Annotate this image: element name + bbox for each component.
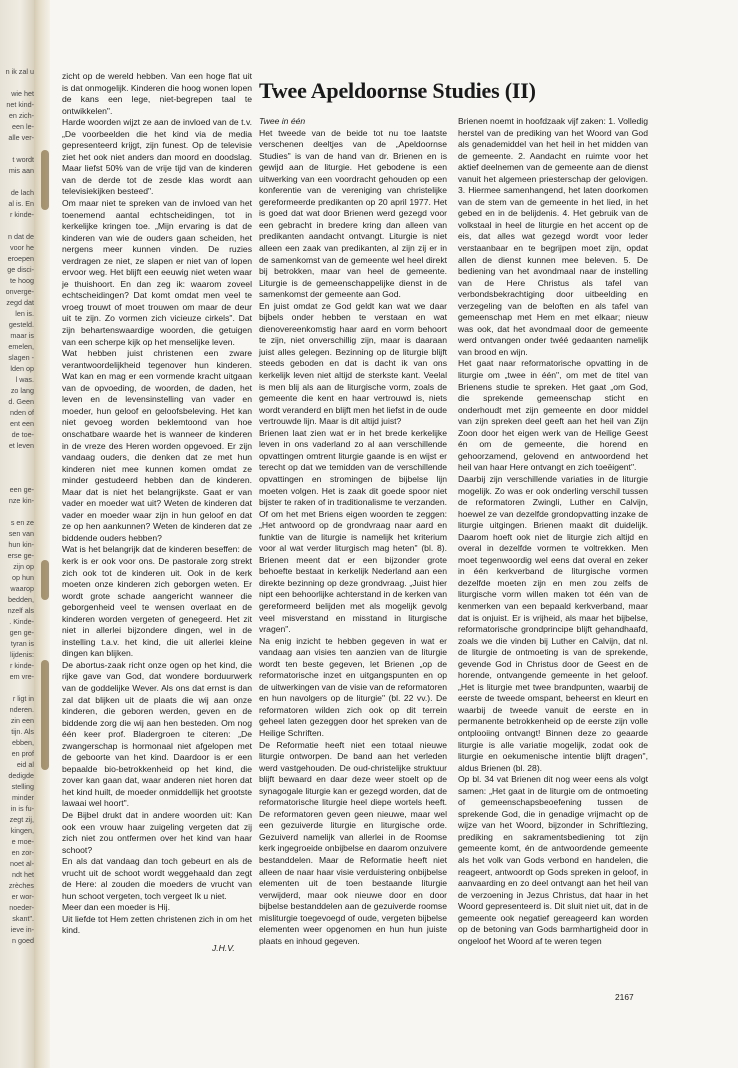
previous-page-line: skant".: [12, 914, 34, 923]
paragraph: En juist omdat ze God geldt kan wat we daar bijbels onder hebben te verstaan en wat dienovereenkomstig haar aard en vorm behoort te zijn, niet onverschillig zijn, maar is daaraan juist alles gelegen. Bezinning op de liturgie blijft steeds geboden en dat is dacht ik van ons kerkelijk leven niet altijd de sterkste kant. Veelal is men blij als aan de liturgische vorm, zoals de gemeente die kent en haar vertrouwd is, niets wordt veranderd en blijft men het liefst in de oude vertrouwde lijn. Maar is dit altijd juist?: [259, 300, 447, 427]
previous-page-line: eroepen: [7, 254, 34, 263]
previous-page-line: n goed: [12, 936, 34, 945]
previous-page-line: r kinde-: [10, 661, 34, 670]
previous-page-line: minder: [12, 793, 34, 802]
previous-page-line: hun kin-: [8, 540, 34, 549]
previous-page-line: nze kin-: [8, 496, 34, 505]
previous-page-line: ndt het: [12, 870, 34, 879]
previous-page-line: en prof: [11, 749, 34, 758]
previous-page-line: maar is: [10, 331, 34, 340]
previous-page-line: tijn. Als: [11, 727, 34, 736]
previous-page-line: ent een: [10, 419, 34, 428]
previous-page-line: [2, 506, 34, 517]
previous-page-line: slagen -: [8, 353, 34, 362]
previous-page-line: nderen.: [9, 705, 34, 714]
previous-page-line: er wor-: [11, 892, 34, 901]
previous-page-line: e moe-: [11, 837, 34, 846]
previous-page-line: ebben,: [12, 738, 34, 747]
previous-page-line: een ge-: [9, 485, 34, 494]
previous-page-line: [2, 473, 34, 484]
article-right-column: [458, 116, 648, 947]
previous-page-line: [2, 143, 34, 154]
previous-page-line: n dat de: [8, 232, 34, 241]
previous-page-line: de lach: [10, 188, 34, 197]
previous-page-line: wie het: [11, 89, 34, 98]
previous-page-line: d. Geen: [8, 397, 34, 406]
previous-page-line: emelen,: [8, 342, 34, 351]
previous-page-line: zo lang: [10, 386, 34, 395]
previous-page-line: . Kinde-: [9, 617, 34, 626]
previous-page-line: te hoog: [10, 276, 34, 285]
previous-page-line: [2, 176, 34, 187]
previous-page-line: len is.: [15, 309, 34, 318]
previous-page-line: al is. En: [8, 199, 34, 208]
previous-page-line: zrèches: [8, 881, 34, 890]
paragraph: Op bl. 34 vat Brienen dit nog weer eens als volgt samen: „Het gaat in de liturgie om de ontmoeting of gemeenschapsbeoefening tussen de sprekende God, die in genadige vrijmacht op de wijze van het Woord, bijzonder in Schriftlezing, prediking en sakramentsbediening tot zijn gemeente komt, én de antwoordende gemeente als het volk van Gods verbond en handelen, die reageert, antwoordt op Gods spreken in geloof, in aanvaarding en zo deel ontvangt aan het heil van de verzoening in Jezus Christus, dat haar in het Woord gepresenteerd is. Dit sluit niet uit, dat in de gemeente ook negatief gereageerd kan worden op de betoning van Gods barmhartigheid door in ongeloof het Woord af te weren tegen: [458, 774, 648, 946]
gutter-stain: [41, 560, 49, 600]
previous-page-line: [2, 451, 34, 462]
paragraph: De Bijbel drukt dat in andere woorden uit: Kan ook een vrouw haar zuigeling vergeten dat zij zich niet zou ontfermen over het kind van haar schoot?: [62, 810, 252, 855]
author-signature: J.H.V.: [212, 943, 235, 953]
previous-page-line: [2, 220, 34, 231]
previous-page-line: een le-: [12, 122, 34, 131]
previous-page-line: net kind-: [6, 100, 34, 109]
previous-page-line: ge disci-: [7, 265, 34, 274]
previous-page-line: noeder-: [9, 903, 34, 912]
previous-page-line: gesteld.: [8, 320, 34, 329]
article-left-column: [62, 71, 252, 937]
previous-page-line: nden of: [10, 408, 34, 417]
previous-page-line: t wordt: [12, 155, 34, 164]
paragraph: Harde woorden wijzt ze aan de invloed van de t.v. „De voorbeelden die het kind via de media gepresenteerd krijgt, zijn funest. Op de televisie ziet het ook niet anders dan moord en doodslag. Maar liefst 50% van de vrije tijd van de kinderen van de derde tot de zesde klas wordt aan televisiekijken besteed".: [62, 117, 252, 197]
paragraph: Uit liefde tot Hem zetten christenen zich in om het kind.: [62, 913, 252, 936]
previous-page-line: lden op: [10, 364, 34, 373]
previous-page-line: em vre-: [9, 672, 34, 681]
previous-page-line: [2, 77, 34, 88]
paragraph: En als dat vandaag dan toch gebeurt en als de vrucht uit de schoot wordt weggehaald dan zegt de Here: al zouden die moeders de vrucht van hun schoot vergeten, toch vergeet Ik u niet.: [62, 856, 252, 901]
previous-page-line: onverge-: [5, 287, 34, 296]
paragraph: Wat is het belangrijk dat de kinderen beseffen: de kerk is er ook voor ons. De pastorale zorg strekt zich ook tot de kinderen uit. Ook in de kerk moeten onze kinderen zich geborgen weten. Er wordt grote schade aangericht wanneer die geborgenheid veel te wensen overlaat en de kinderen worden vergeten of genegeerd. Het zit niet in allerlei bijzondere dingen, wel in de instelling t.a.v. het kind, die uit allerlei kleine dingen kan blijken.: [62, 544, 252, 659]
previous-page-line: alle ver-: [8, 133, 34, 142]
previous-page-line: dedigde: [8, 771, 34, 780]
previous-page-line: zin een: [10, 716, 34, 725]
previous-page-line: sen van: [8, 529, 34, 538]
paragraph: Na enig inzicht te hebben gegeven in wat er vandaag aan visies ten aanzien van de liturgie wordt ten beste gegeven, let Brienen „op de reformatorische inzet en uitgangspunten en op de uitwerkingen van de visie van de reformatoren en hun navolgers op de liturgie" (bl. 22 vv.). De reformatoren wilden zich ook op dit terrein geheel laten gezeggen door het spreken van de Heilige Schriften.: [259, 635, 447, 738]
previous-page-line: et leven: [8, 441, 34, 450]
previous-page-line: op hun: [12, 573, 34, 582]
paragraph: Brienen noemt in hoofdzaak vijf zaken: 1. Volledig herstel van de prediking van het Woord van God als genademiddel van het heil in het midden van de gemeente. 2. Aandacht en ruimte voor het aktief deelnemen van de gemeente aan de dienst vanuit het algemeen priesterschap der gelovigen. 3. Hiermee samenhangend, het laten doorkomen van de stem van de gemeente in het lied, in het gebed en in de belijdenis. 4. Het gebruik van de volkstaal in heel de liturgie en het accent op de eis, dat alles wat gezegd wordt voor leder verstaanbaar en te begrijpen moet zijn, opdat allen de dienst kunnen mee beleven. 5. De bediening van het avondmaal naar de instelling van de Here Christus als tafel van verbondsbekrachtiging door uitbeelding en verzegeling van de beloften en als tafel van gemeenschap met Hem en met elkaar; nieuw was ook, dat het avondmaal door de gemeente werd ontvangen onder twéé gedaanten namelijk van brood en wijn.: [458, 116, 648, 357]
previous-page-line: r kinde-: [10, 210, 34, 219]
previous-page-line: en zich-: [8, 111, 34, 120]
article-title: Twee Apeldoornse Studies (II): [259, 78, 536, 103]
previous-page-line: [2, 462, 34, 473]
previous-page-line: en zor-: [11, 848, 34, 857]
previous-page-line: zegd dat: [6, 298, 34, 307]
previous-page-line: noet al-: [10, 859, 34, 868]
previous-page-line: zijn op: [13, 562, 34, 571]
previous-page-line: bedden,: [8, 595, 34, 604]
paragraph: Daarbij zijn verschillende variaties in de liturgie mogelijk. Zo was er ook onderling verschil tussen de reformatoren Zwingli, Luther en Calvijn, hoewel ze van dezelfde grondopvatting inzake de liturgie uitgingen. Brienen maakt dit duidelijk. Daarom hoeft ook niet de liturgie zich altijd en overal in dezelfde vormen te voltrekken. Men moet tegenwoordig wel eens dat overal en zeker in één kerkverband de liturgische vormen dezelfde moeten zijn en men zou zelfs de liturgische vorm willen maken tot één van de kenmerken van een bepaald kerkverband, maar dat is onjuist. Er is vrijheid, als maar het bijbelse, reformatorische grondprincipe blijft gehandhaafd, zoals we die vinden bij Luther en Calvijn, dat nl. de liturgie de ontmoeting is van de sprekende, gevende God in Christus door de Geest en de horende, ontvangende gemeente in het geloof. „Het is liturgie met twee brandpunten, waarbij de eerste de tweede omspant, beheerst en kleurt en waarbij de tweede vanuit de eerste en in permanente betrokkenheid op de eerste zijn volle ontplooiing ontvangt! Binnen deze zo geaarde liturgie is alle variatie mogelijk, zodat ook de liturgie en oekumenische intentie blijft dragen", aldus Brienen (bl. 28).: [458, 473, 648, 773]
previous-page-text-fragments: [2, 66, 34, 946]
previous-page-line: stelling: [11, 782, 34, 791]
page-number: 2167: [615, 992, 634, 1002]
paragraph: Om maar niet te spreken van de invloed van het toenemend aantal echtscheidingen, tot in kerkelijke kringen toe. „Mijn ervaring is dat de kinderen van wie de ouders gaan scheiden, het nergens meer kunnen vinden. De ruzies verdragen ze niet, ze slapen er niet van of lopen ervoor weg. Het blijft een eeuwig niet weten waar je thuishoort. En dan zeg ik: waarom zoveel echtscheidingen? Dat komt omdat men veel te vroeg trouwt of moet trouwen om maar de deur uit te zijn. Zo vormen zich vicieuze cirkels". Dat zijn behartenswaardige woorden, die getuigen van een scherpe kijk op het menselijke leven.: [62, 198, 252, 347]
paragraph: Het tweede van de beide tot nu toe laatste verschenen deeltjes van de „Apeldoornse Studies" is van de hand van dr. Brienen en is gewijd aan de liturgie. Het gebodene is een uitwerking van een voordracht gehouden op een konferentie van de vereniging van christelijke gereformeerde predikanten op 20 april 1977. Het is goed dat wat door Brienen werd gezegd voor een gebracht in bredere kring dan alleen van predikanten aandacht ontvangt. Liturgie is niet alleen een zaak van predikanten, al zijn zij er in de samenkomst van de gemeente wel heel direkt bij betrokken, maar van heel de gemeente. Liturgie is de gemeenschappelijke dienst in de samenkomst der gemeente aan God.: [259, 127, 447, 300]
previous-page-line: waarop: [10, 584, 34, 593]
gutter-stain: [41, 150, 49, 210]
previous-page-line: s en ze: [10, 518, 34, 527]
previous-page-line: nzelf als: [7, 606, 34, 615]
previous-page-line: mis aan: [8, 166, 34, 175]
paragraph: Meer dan een moeder is Hij.: [62, 902, 170, 913]
gutter-stain: [41, 660, 49, 770]
previous-page-line: lijdenis:: [10, 650, 34, 659]
previous-page-line: r ligt in: [12, 694, 34, 703]
previous-page-line: eid al: [16, 760, 34, 769]
previous-page-line: erse ge-: [7, 551, 34, 560]
previous-page-line: ieve in-: [10, 925, 34, 934]
previous-page-line: tyran is: [10, 639, 34, 648]
paragraph: Brienen laat zien wat er in het brede kerkelijke leven in ons vaderland zo al aan verschillende opvattingen omtrent liturgie gaande is en wijst er terecht op dat we temidden van de verschillende opvattingen en stromingen de bijbelse lijn moeten volgen. Het is zaak dit goede spoor niet bijster te raken of in traditionalisme te verzanden. Of om het met Briens eigen woorden te zeggen: „Het antwoord op de grondvraag naar aard en funktie van de liturgie is namelijk het kriterium voor al wat verder liturgisch mag heten" (bl. 8). Brienen meent dat er een bijzonder grote behoefte bestaat in kerkelijk Nederland aan een direkte bezinning op deze grondvraag. „Juist hier nipt een behoorlijke achterstand in de kerken van gereformeerd belijden met als mogelijk gevolg veel misverstand en misstand in liturgische vragen".: [259, 427, 447, 635]
previous-page-line: zegt zij,: [9, 815, 34, 824]
paragraph: Wat hebben juist christenen een zware verantwoordelijkheid tegenover hun kinderen. Wat kan en mag er een vormende kracht uitgaan van de opvoeding, de woorden, de daden, het leven en de levensinstelling van vader en moeder, hun geloof en geloofsbeleving. Het kan niet gevoeg worden beklemtoond van hoe onschatbare waarde het is wanneer de kinderen in de vreze des Heren worden opgevoed. Er zijn vandaag ouders, die denken dat ze met hun kinderen niet mee kunnen komen omdat ze minder gestudeerd hebben dan de kinderen. Maar dat is niet het belangrijkste. Gaat er van vader en moeder wat uit? Weten de kinderen dat vader en moeder waar zijn in hun geloof en dat ze op hen aankunnen? Weten de kinderen dat ze biddende ouders hebben?: [62, 348, 252, 543]
section-subheading: Twee in één: [259, 116, 306, 126]
previous-page-line: kingen,: [10, 826, 34, 835]
previous-page-line: gen ge-: [9, 628, 34, 637]
previous-page-line: voor he: [10, 243, 34, 252]
previous-page-line: l was.: [15, 375, 34, 384]
article-middle-column: [259, 116, 447, 947]
paragraph: De abortus-zaak richt onze ogen op het kind, die rijke gave van God, dat wondere borduurwerk van de goddelijke Wever. Als ons dat ernst is dan zal dat blijken uit de plaats die wij aan onze kinderen, die geboren werden, geven en de biddende zorg die wij aan hen besteden. Om nog één keer prof. Bladergroen te citeren: „De zwangerschap is hormonaal niet afgelopen met de geboorte van het kind. Daardoor is er een bepaalde bio-betrokkenheid op het kind, die zover kan gaan dat, waar anderen niet horen dat het kind huilt, de moeder onmiddellijk het grootste lawaai wel hoort".: [62, 659, 252, 809]
paragraph: zicht op de wereld hebben. Van een hoge flat uit is dat onmogelijk. Kinderen die hoog wonen lopen de kans een lege, niet-begrepen taal te ontwikkelen".: [62, 71, 252, 116]
previous-page-line: n ik zal u: [5, 67, 34, 76]
previous-page-line: de toe-: [11, 430, 34, 439]
paragraph: Het gaat naar reformatorische opvatting in de liturgie om „twee in één", om met de titel van Brienens studie te spreken. Het gaat „om God, die sprekende gemeenschap sticht en onderhoudt met zijn gemeente en door middel van zijn spreken deel geeft aan het heil van Zijn Zoon door het eigen werk van de Heilige Geest én om de gemeente, die horend en gehoorzamend, gelovend en antwoordend het heil van haar Here ontvangt en zich toeëigent".: [458, 358, 648, 473]
previous-page-line: in is fu-: [10, 804, 34, 813]
previous-page-line: [2, 682, 34, 693]
paragraph: De Reformatie heeft niet een totaal nieuwe liturgie ontworpen. De band aan het verleden werd vastgehouden. De oud-christelijke struktuur blijft bewaard en daar deze weer stoelt op de synagogale liturgie kan er gezegd worden, dat de reformatorische liturgie heel diepe wortels heeft. De reformatoren geven geen nieuwe, maar wel een gezuiverde liturgie en liturgische orde. Gezuiverd namelijk van allerlei in de Roomse kerk ingegroeide onbijbelse en daarom onzuivere bestanddelen. Maar de Reformatie heeft niet alleen de naar haar visie verduistering onbijbelse elementen uit de toen bestaande liturgie verwijderd, maar ook nieuwe door en door bijbelse bestanddelen aan de gezuiverde roomse misliturgie toegevoegd of oude, vergeten bijbelse elementen weer opgenomen en hun hun juiste plaats en inhoud gegeven.: [259, 739, 447, 946]
